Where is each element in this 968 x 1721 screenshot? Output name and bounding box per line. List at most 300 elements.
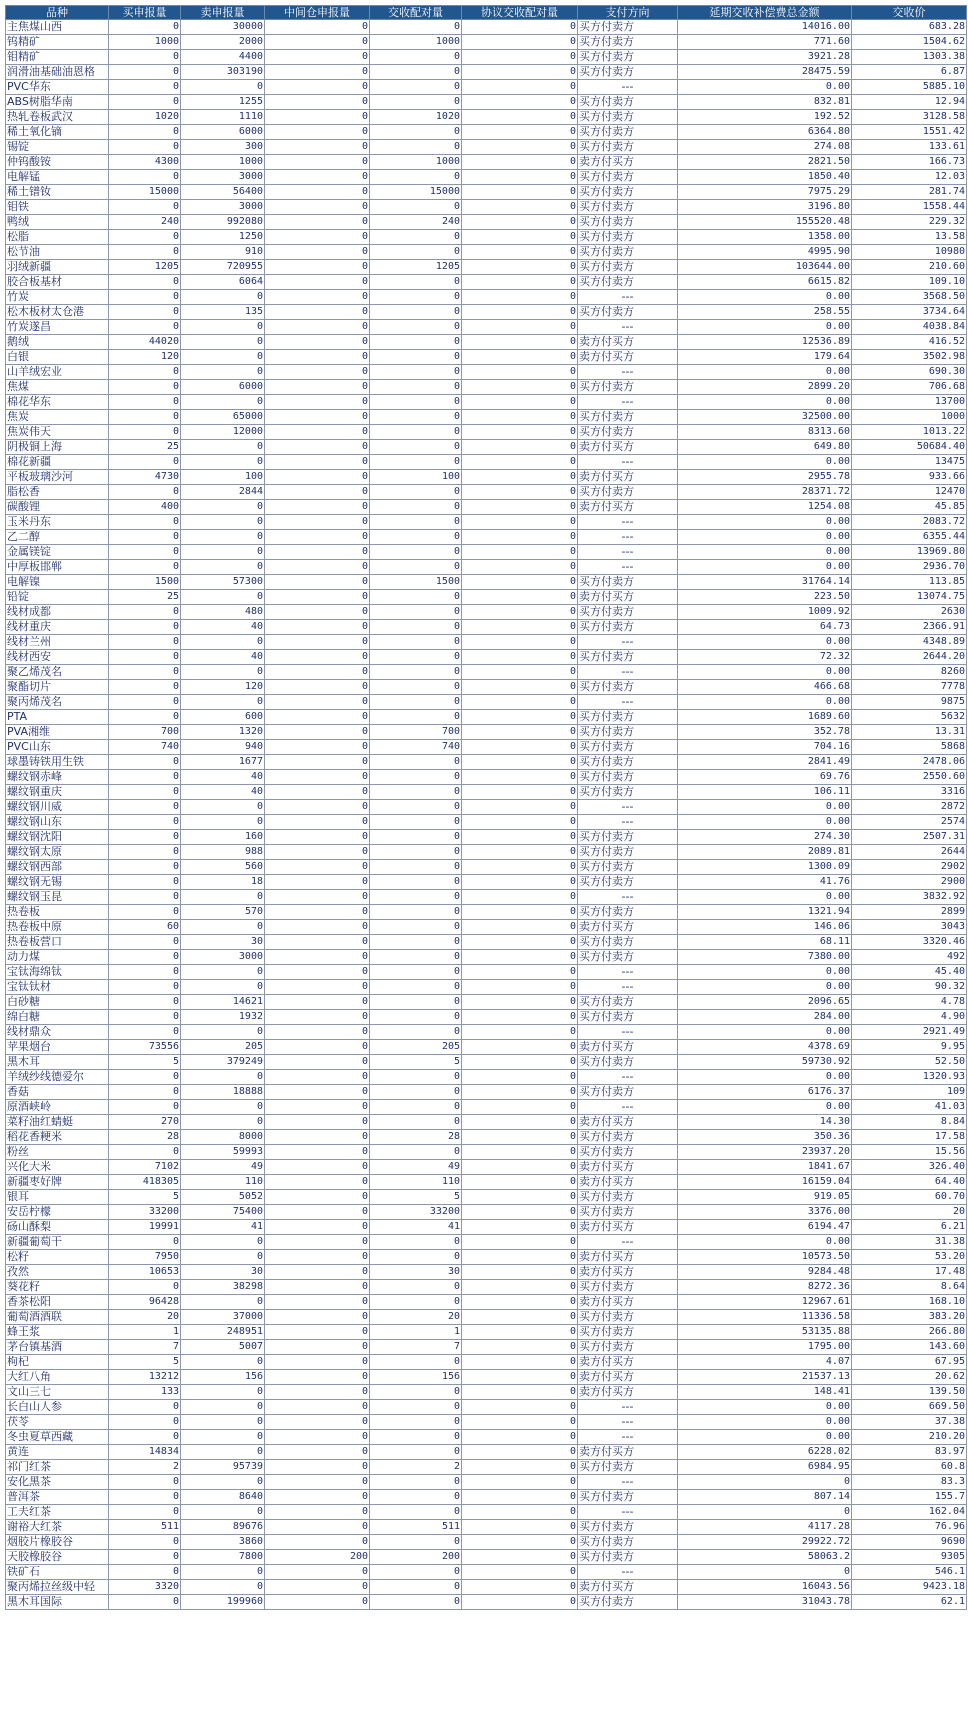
intermediate-declared-cell: 0 [265, 125, 370, 140]
intermediate-declared-cell: 0 [265, 215, 370, 230]
agreement-matched-cell: 0 [462, 1295, 578, 1310]
intermediate-declared-cell: 0 [265, 155, 370, 170]
matched-quantity-cell: 0 [370, 785, 462, 800]
settlement-price-cell: 6355.44 [852, 530, 967, 545]
buy-declared-cell: 0 [109, 410, 181, 425]
compensation-total-cell: 0.00 [678, 545, 852, 560]
matched-quantity-cell: 0 [370, 1580, 462, 1595]
matched-quantity-cell: 0 [370, 1235, 462, 1250]
table-row [6, 1190, 967, 1205]
intermediate-declared-cell: 0 [265, 350, 370, 365]
settlement-price-cell: 2550.60 [852, 770, 967, 785]
table-row [6, 1250, 967, 1265]
intermediate-declared-cell: 0 [265, 1430, 370, 1445]
buy-declared-cell: 0 [109, 50, 181, 65]
buy-declared-cell: 0 [109, 815, 181, 830]
variety-cell: 碳酸锂 [6, 500, 109, 515]
settlement-price-cell: 60.8 [852, 1460, 967, 1475]
sell-declared-cell: 95739 [181, 1460, 265, 1475]
settlement-price-cell: 64.40 [852, 1175, 967, 1190]
settlement-price-cell: 45.85 [852, 500, 967, 515]
compensation-total-cell: 6615.82 [678, 275, 852, 290]
agreement-matched-cell: 0 [462, 1220, 578, 1235]
compensation-total-cell: 0 [678, 1565, 852, 1580]
variety-cell: 金属镁锭 [6, 545, 109, 560]
compensation-total-cell: 0.00 [678, 395, 852, 410]
compensation-total-cell: 466.68 [678, 680, 852, 695]
payment-direction-cell: 买方付卖方 [578, 1460, 678, 1475]
matched-quantity-cell: 0 [370, 1280, 462, 1295]
matched-quantity-cell: 0 [370, 50, 462, 65]
payment-direction-cell: 卖方付买方 [578, 500, 678, 515]
sell-declared-cell: 0 [181, 1070, 265, 1085]
sell-declared-cell: 199960 [181, 1595, 265, 1610]
variety-cell: 枸杞 [6, 1355, 109, 1370]
agreement-matched-cell: 0 [462, 230, 578, 245]
matched-quantity-cell: 0 [370, 710, 462, 725]
settlement-price-cell: 67.95 [852, 1355, 967, 1370]
table-row [6, 1100, 967, 1115]
variety-cell: 山羊绒宏业 [6, 365, 109, 380]
intermediate-declared-cell: 0 [265, 380, 370, 395]
table-row [6, 755, 967, 770]
variety-cell: 松木板材太仓港 [6, 305, 109, 320]
matched-quantity-cell: 205 [370, 1040, 462, 1055]
sell-declared-cell: 0 [181, 1235, 265, 1250]
agreement-matched-cell: 0 [462, 1475, 578, 1490]
matched-quantity-cell: 0 [370, 770, 462, 785]
table-row [6, 740, 967, 755]
sell-declared-cell: 5052 [181, 1190, 265, 1205]
compensation-total-cell: 1689.60 [678, 710, 852, 725]
table-row [6, 1145, 967, 1160]
header-buy-declared: 买申报量 [109, 6, 181, 20]
variety-cell: ABS树脂华南 [6, 95, 109, 110]
payment-direction-cell: 买方付卖方 [578, 50, 678, 65]
buy-declared-cell: 7 [109, 1340, 181, 1355]
payment-direction-cell: --- [578, 1235, 678, 1250]
settlement-price-cell: 5632 [852, 710, 967, 725]
matched-quantity-cell: 0 [370, 485, 462, 500]
payment-direction-cell: --- [578, 665, 678, 680]
payment-direction-cell: --- [578, 965, 678, 980]
agreement-matched-cell: 0 [462, 1385, 578, 1400]
variety-cell: 螺纹钢西部 [6, 860, 109, 875]
table-row [6, 1220, 967, 1235]
agreement-matched-cell: 0 [462, 1580, 578, 1595]
intermediate-declared-cell: 0 [265, 635, 370, 650]
agreement-matched-cell: 0 [462, 950, 578, 965]
compensation-total-cell: 0.00 [678, 515, 852, 530]
payment-direction-cell: 买方付卖方 [578, 785, 678, 800]
table-row [6, 800, 967, 815]
variety-cell: 蜂王浆 [6, 1325, 109, 1340]
compensation-total-cell: 0.00 [678, 560, 852, 575]
intermediate-declared-cell: 0 [265, 170, 370, 185]
sell-declared-cell: 0 [181, 455, 265, 470]
variety-cell: 聚乙烯茂名 [6, 665, 109, 680]
table-row [6, 365, 967, 380]
matched-quantity-cell: 200 [370, 1550, 462, 1565]
intermediate-declared-cell: 0 [265, 1175, 370, 1190]
sell-declared-cell: 0 [181, 290, 265, 305]
matched-quantity-cell: 100 [370, 470, 462, 485]
variety-cell: 钼精矿 [6, 50, 109, 65]
payment-direction-cell: 卖方付买方 [578, 440, 678, 455]
agreement-matched-cell: 0 [462, 1460, 578, 1475]
table-row [6, 455, 967, 470]
sell-declared-cell: 49 [181, 1160, 265, 1175]
settlement-price-cell: 20.62 [852, 1370, 967, 1385]
variety-cell: 大红八角 [6, 1370, 109, 1385]
matched-quantity-cell: 0 [370, 950, 462, 965]
intermediate-declared-cell: 0 [265, 425, 370, 440]
buy-declared-cell: 0 [109, 1100, 181, 1115]
payment-direction-cell: 买方付卖方 [578, 215, 678, 230]
compensation-total-cell: 31764.14 [678, 575, 852, 590]
settlement-price-cell: 15.56 [852, 1145, 967, 1160]
variety-cell: 文山三七 [6, 1385, 109, 1400]
buy-declared-cell: 5 [109, 1190, 181, 1205]
payment-direction-cell: 买方付卖方 [578, 725, 678, 740]
buy-declared-cell: 0 [109, 1535, 181, 1550]
compensation-total-cell: 192.52 [678, 110, 852, 125]
variety-cell: 电解锰 [6, 170, 109, 185]
table-row [6, 1580, 967, 1595]
variety-cell: PVC华东 [6, 80, 109, 95]
sell-declared-cell: 3860 [181, 1535, 265, 1550]
sell-declared-cell: 0 [181, 1295, 265, 1310]
sell-declared-cell: 100 [181, 470, 265, 485]
settlement-price-cell: 2921.49 [852, 1025, 967, 1040]
buy-declared-cell: 0 [109, 950, 181, 965]
agreement-matched-cell: 0 [462, 1490, 578, 1505]
table-row [6, 1115, 967, 1130]
sell-declared-cell: 6000 [181, 125, 265, 140]
matched-quantity-cell: 240 [370, 215, 462, 230]
buy-declared-cell: 0 [109, 1415, 181, 1430]
compensation-total-cell: 16043.56 [678, 1580, 852, 1595]
compensation-total-cell: 1850.40 [678, 170, 852, 185]
payment-direction-cell: 卖方付买方 [578, 1370, 678, 1385]
table-row [6, 1520, 967, 1535]
compensation-total-cell: 2089.81 [678, 845, 852, 860]
settlement-price-cell: 2872 [852, 800, 967, 815]
compensation-total-cell: 155520.48 [678, 215, 852, 230]
buy-declared-cell: 0 [109, 875, 181, 890]
matched-quantity-cell: 0 [370, 395, 462, 410]
settlement-price-cell: 37.38 [852, 1415, 967, 1430]
intermediate-declared-cell: 0 [265, 1235, 370, 1250]
settlement-price-cell: 17.58 [852, 1130, 967, 1145]
sell-declared-cell: 560 [181, 860, 265, 875]
table-row [6, 485, 967, 500]
table-row [6, 935, 967, 950]
sell-declared-cell: 480 [181, 605, 265, 620]
variety-cell: 螺纹钢山东 [6, 815, 109, 830]
sell-declared-cell: 18 [181, 875, 265, 890]
settlement-price-cell: 45.40 [852, 965, 967, 980]
table-row [6, 1505, 967, 1520]
agreement-matched-cell: 0 [462, 455, 578, 470]
settlement-price-cell: 492 [852, 950, 967, 965]
agreement-matched-cell: 0 [462, 1445, 578, 1460]
matched-quantity-cell: 1205 [370, 260, 462, 275]
sell-declared-cell: 56400 [181, 185, 265, 200]
sell-declared-cell: 65000 [181, 410, 265, 425]
sell-declared-cell: 0 [181, 890, 265, 905]
intermediate-declared-cell: 0 [265, 1520, 370, 1535]
agreement-matched-cell: 0 [462, 1505, 578, 1520]
sell-declared-cell: 12000 [181, 425, 265, 440]
buy-declared-cell: 0 [109, 170, 181, 185]
sell-declared-cell: 205 [181, 1040, 265, 1055]
table-row [6, 1385, 967, 1400]
compensation-total-cell: 704.16 [678, 740, 852, 755]
agreement-matched-cell: 0 [462, 590, 578, 605]
compensation-total-cell: 31043.78 [678, 1595, 852, 1610]
settlement-price-cell: 90.32 [852, 980, 967, 995]
agreement-matched-cell: 0 [462, 65, 578, 80]
variety-cell: 孜然 [6, 1265, 109, 1280]
compensation-total-cell: 0.00 [678, 80, 852, 95]
settlement-price-cell: 6.21 [852, 1220, 967, 1235]
intermediate-declared-cell: 0 [265, 620, 370, 635]
sell-declared-cell: 14621 [181, 995, 265, 1010]
matched-quantity-cell: 1 [370, 1325, 462, 1340]
table-row [6, 260, 967, 275]
payment-direction-cell: 买方付卖方 [578, 1550, 678, 1565]
buy-declared-cell: 0 [109, 200, 181, 215]
sell-declared-cell: 3000 [181, 200, 265, 215]
agreement-matched-cell: 0 [462, 725, 578, 740]
buy-declared-cell: 133 [109, 1385, 181, 1400]
matched-quantity-cell: 0 [370, 545, 462, 560]
variety-cell: 稀土镨钕 [6, 185, 109, 200]
compensation-total-cell: 69.76 [678, 770, 852, 785]
variety-cell: 钨精矿 [6, 35, 109, 50]
payment-direction-cell: --- [578, 320, 678, 335]
variety-cell: 松节油 [6, 245, 109, 260]
table-row [6, 1565, 967, 1580]
settlement-price-cell: 1504.62 [852, 35, 967, 50]
compensation-total-cell: 11336.58 [678, 1310, 852, 1325]
table-row [6, 770, 967, 785]
table-row [6, 50, 967, 65]
matched-quantity-cell: 0 [370, 1100, 462, 1115]
variety-cell: 黑木耳国际 [6, 1595, 109, 1610]
matched-quantity-cell: 15000 [370, 185, 462, 200]
sell-declared-cell: 37000 [181, 1310, 265, 1325]
intermediate-declared-cell: 0 [265, 905, 370, 920]
payment-direction-cell: 买方付卖方 [578, 20, 678, 35]
buy-declared-cell: 1205 [109, 260, 181, 275]
intermediate-declared-cell: 0 [265, 1400, 370, 1415]
payment-direction-cell: 买方付卖方 [578, 1325, 678, 1340]
variety-cell: 长白山人参 [6, 1400, 109, 1415]
sell-declared-cell: 0 [181, 515, 265, 530]
settlement-price-cell: 3502.98 [852, 350, 967, 365]
intermediate-declared-cell: 0 [265, 515, 370, 530]
sell-declared-cell: 0 [181, 1250, 265, 1265]
payment-direction-cell: 买方付卖方 [578, 140, 678, 155]
table-row [6, 230, 967, 245]
payment-direction-cell: 卖方付买方 [578, 1115, 678, 1130]
compensation-total-cell: 284.00 [678, 1010, 852, 1025]
buy-declared-cell: 20 [109, 1310, 181, 1325]
agreement-matched-cell: 0 [462, 1550, 578, 1565]
matched-quantity-cell: 0 [370, 1295, 462, 1310]
payment-direction-cell: 买方付卖方 [578, 755, 678, 770]
compensation-total-cell: 0.00 [678, 1415, 852, 1430]
settlement-price-cell: 109 [852, 1085, 967, 1100]
agreement-matched-cell: 0 [462, 1250, 578, 1265]
compensation-total-cell: 274.08 [678, 140, 852, 155]
variety-cell: 松籽 [6, 1250, 109, 1265]
matched-quantity-cell: 1500 [370, 575, 462, 590]
matched-quantity-cell: 0 [370, 305, 462, 320]
buy-declared-cell: 0 [109, 95, 181, 110]
matched-quantity-cell: 0 [370, 1025, 462, 1040]
compensation-total-cell: 28475.59 [678, 65, 852, 80]
payment-direction-cell: 买方付卖方 [578, 1205, 678, 1220]
agreement-matched-cell: 0 [462, 305, 578, 320]
agreement-matched-cell: 0 [462, 965, 578, 980]
payment-direction-cell: 买方付卖方 [578, 1280, 678, 1295]
payment-direction-cell: 买方付卖方 [578, 200, 678, 215]
intermediate-declared-cell: 0 [265, 575, 370, 590]
buy-declared-cell: 0 [109, 980, 181, 995]
variety-cell: 动力煤 [6, 950, 109, 965]
matched-quantity-cell: 0 [370, 1355, 462, 1370]
agreement-matched-cell: 0 [462, 800, 578, 815]
sell-declared-cell: 89676 [181, 1520, 265, 1535]
agreement-matched-cell: 0 [462, 1370, 578, 1385]
intermediate-declared-cell: 0 [265, 290, 370, 305]
compensation-total-cell: 3196.80 [678, 200, 852, 215]
agreement-matched-cell: 0 [462, 620, 578, 635]
payment-direction-cell: 买方付卖方 [578, 485, 678, 500]
intermediate-declared-cell: 0 [265, 50, 370, 65]
variety-cell: 聚丙烯拉丝级中轻 [6, 1580, 109, 1595]
agreement-matched-cell: 0 [462, 830, 578, 845]
agreement-matched-cell: 0 [462, 1190, 578, 1205]
table-row [6, 350, 967, 365]
intermediate-declared-cell: 0 [265, 965, 370, 980]
buy-declared-cell: 0 [109, 1550, 181, 1565]
table-row [6, 1430, 967, 1445]
variety-cell: 葡萄酒酒联 [6, 1310, 109, 1325]
variety-cell: 棉花华东 [6, 395, 109, 410]
matched-quantity-cell: 0 [370, 965, 462, 980]
variety-cell: 宝钛钛材 [6, 980, 109, 995]
agreement-matched-cell: 0 [462, 1595, 578, 1610]
intermediate-declared-cell: 0 [265, 1325, 370, 1340]
payment-direction-cell: 卖方付买方 [578, 1160, 678, 1175]
table-row [6, 890, 967, 905]
variety-cell: 谢裕大红茶 [6, 1520, 109, 1535]
buy-declared-cell: 0 [109, 890, 181, 905]
table-row [6, 590, 967, 605]
intermediate-declared-cell: 0 [265, 545, 370, 560]
intermediate-declared-cell: 0 [265, 560, 370, 575]
settlement-price-cell: 2644 [852, 845, 967, 860]
buy-declared-cell: 0 [109, 1475, 181, 1490]
compensation-total-cell: 64.73 [678, 620, 852, 635]
table-row [6, 1490, 967, 1505]
sell-declared-cell: 988 [181, 845, 265, 860]
compensation-total-cell: 29922.72 [678, 1535, 852, 1550]
matched-quantity-cell: 1000 [370, 155, 462, 170]
sell-declared-cell: 30000 [181, 20, 265, 35]
settlement-price-cell: 1558.44 [852, 200, 967, 215]
table-row [6, 1370, 967, 1385]
matched-quantity-cell: 0 [370, 995, 462, 1010]
agreement-matched-cell: 0 [462, 365, 578, 380]
compensation-total-cell: 41.76 [678, 875, 852, 890]
payment-direction-cell: --- [578, 1025, 678, 1040]
sell-declared-cell: 0 [181, 530, 265, 545]
sell-declared-cell: 1677 [181, 755, 265, 770]
matched-quantity-cell: 0 [370, 620, 462, 635]
payment-direction-cell: 买方付卖方 [578, 1055, 678, 1070]
compensation-total-cell: 0.00 [678, 980, 852, 995]
table-row [6, 1280, 967, 1295]
payment-direction-cell: 卖方付买方 [578, 1295, 678, 1310]
table-row [6, 140, 967, 155]
payment-direction-cell: 买方付卖方 [578, 845, 678, 860]
variety-cell: 原酒峡岭 [6, 1100, 109, 1115]
intermediate-declared-cell: 0 [265, 680, 370, 695]
intermediate-declared-cell: 0 [265, 800, 370, 815]
buy-declared-cell: 0 [109, 395, 181, 410]
variety-cell: PTA [6, 710, 109, 725]
agreement-matched-cell: 0 [462, 1430, 578, 1445]
agreement-matched-cell: 0 [462, 125, 578, 140]
matched-quantity-cell: 0 [370, 1445, 462, 1460]
buy-declared-cell: 7950 [109, 1250, 181, 1265]
intermediate-declared-cell: 0 [265, 1100, 370, 1115]
matched-quantity-cell: 700 [370, 725, 462, 740]
table-row [6, 965, 967, 980]
table-row [6, 1535, 967, 1550]
intermediate-declared-cell: 0 [265, 1085, 370, 1100]
agreement-matched-cell: 0 [462, 1355, 578, 1370]
agreement-matched-cell: 0 [462, 575, 578, 590]
agreement-matched-cell: 0 [462, 110, 578, 125]
buy-declared-cell: 270 [109, 1115, 181, 1130]
payment-direction-cell: 买方付卖方 [578, 605, 678, 620]
intermediate-declared-cell: 0 [265, 770, 370, 785]
settlement-price-cell: 9423.18 [852, 1580, 967, 1595]
agreement-matched-cell: 0 [462, 1115, 578, 1130]
variety-cell: 平板玻璃沙河 [6, 470, 109, 485]
table-row [6, 695, 967, 710]
agreement-matched-cell: 0 [462, 485, 578, 500]
intermediate-declared-cell: 0 [265, 1025, 370, 1040]
payment-direction-cell: 买方付卖方 [578, 740, 678, 755]
payment-direction-cell: 买方付卖方 [578, 1310, 678, 1325]
compensation-total-cell: 1795.00 [678, 1340, 852, 1355]
payment-direction-cell: --- [578, 890, 678, 905]
compensation-total-cell: 1254.08 [678, 500, 852, 515]
compensation-total-cell: 0.00 [678, 815, 852, 830]
compensation-total-cell: 0.00 [678, 290, 852, 305]
intermediate-declared-cell: 0 [265, 875, 370, 890]
variety-cell: 白砂糖 [6, 995, 109, 1010]
variety-cell: 银耳 [6, 1190, 109, 1205]
sell-declared-cell: 8640 [181, 1490, 265, 1505]
